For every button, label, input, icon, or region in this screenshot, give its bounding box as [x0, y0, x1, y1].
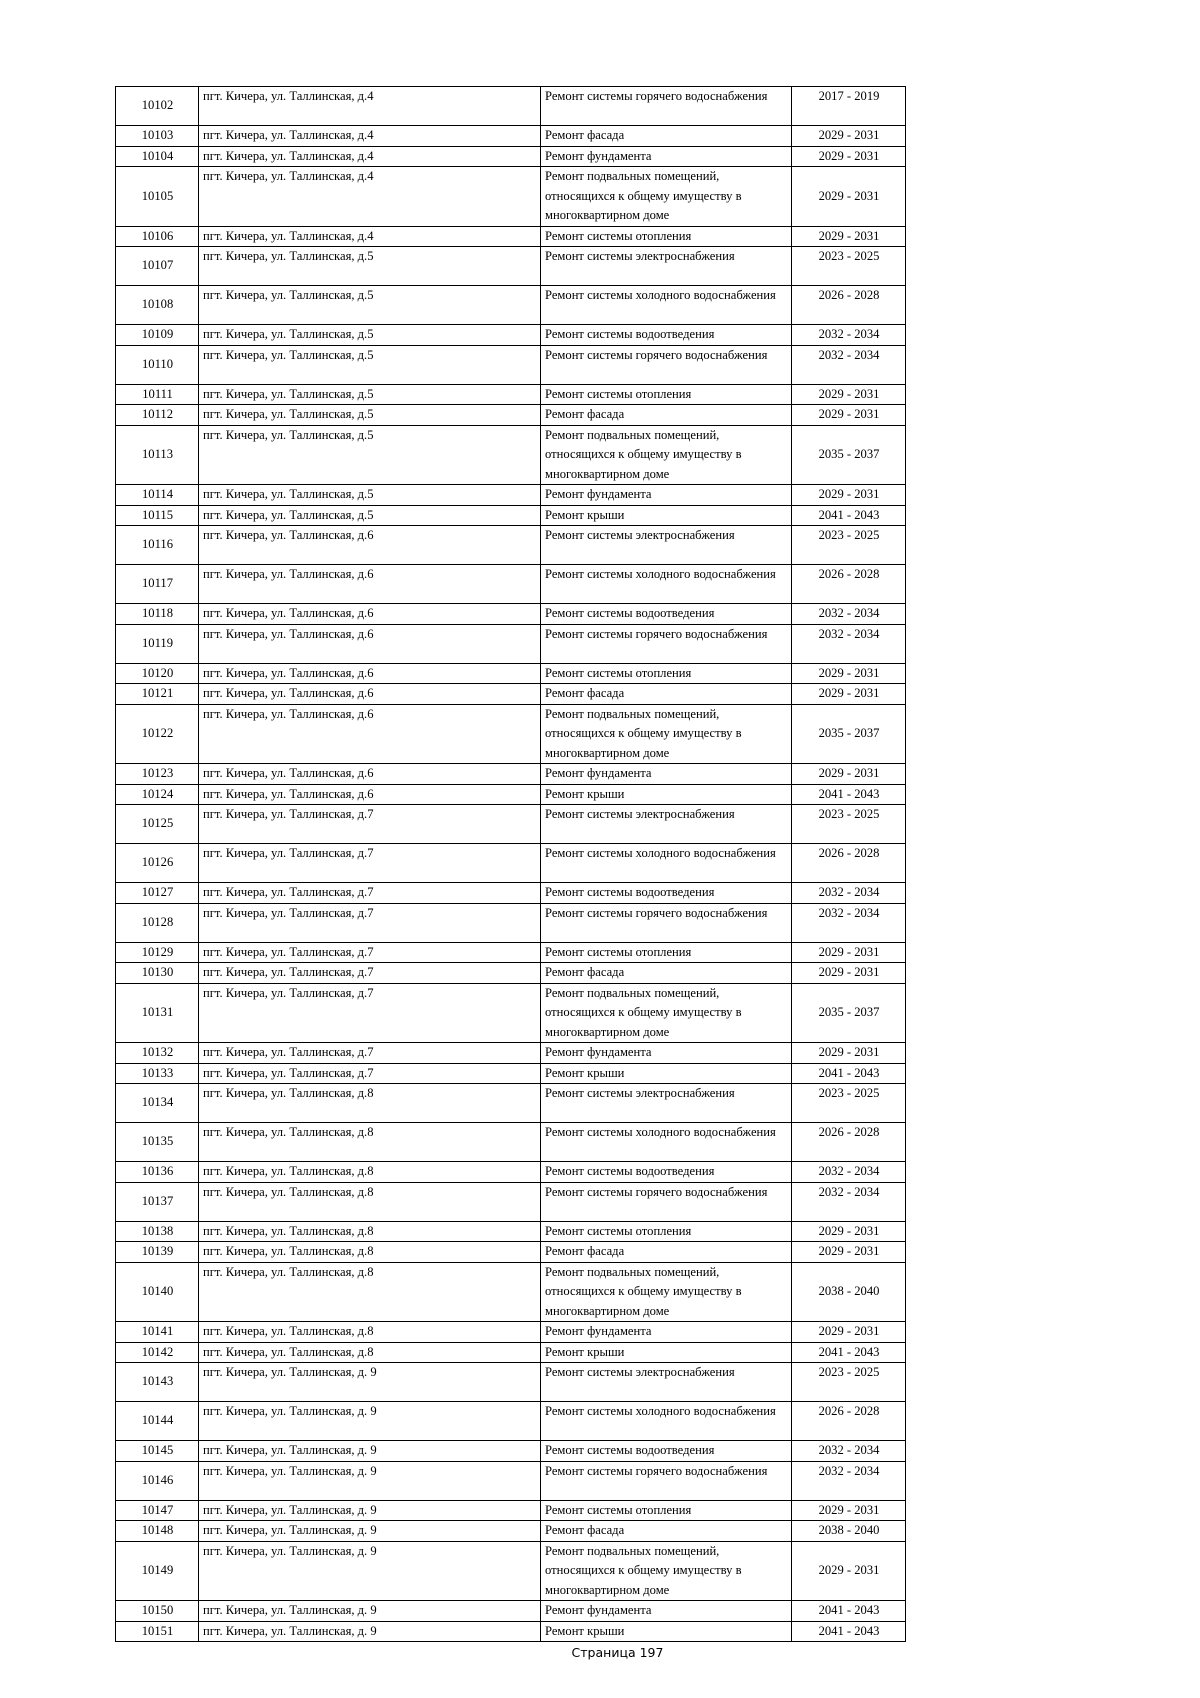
row-address: пгт. Кичера, ул. Таллинская, д.5 — [199, 325, 541, 346]
row-number: 10140 — [116, 1262, 199, 1322]
row-work-type: Ремонт фасада — [541, 1242, 792, 1263]
table-row — [116, 684, 906, 705]
row-work-type: Ремонт фундамента — [541, 146, 792, 167]
row-number: 10123 — [116, 764, 199, 785]
row-address: пгт. Кичера, ул. Таллинская, д.6 — [199, 704, 541, 764]
row-address: пгт. Кичера, ул. Таллинская, д.5 — [199, 345, 541, 384]
row-address: пгт. Кичера, ул. Таллинская, д. 9 — [199, 1363, 541, 1402]
table-row — [116, 1063, 906, 1084]
row-number: 10130 — [116, 963, 199, 984]
row-address: пгт. Кичера, ул. Таллинская, д.6 — [199, 663, 541, 684]
table-row — [116, 405, 906, 426]
row-number: 10106 — [116, 226, 199, 247]
row-address: пгт. Кичера, ул. Таллинская, д.5 — [199, 505, 541, 526]
row-number: 10128 — [116, 903, 199, 942]
row-years: 2032 - 2034 — [792, 1461, 906, 1500]
row-years: 2029 - 2031 — [792, 1500, 906, 1521]
row-address: пгт. Кичера, ул. Таллинская, д. 9 — [199, 1541, 541, 1601]
row-address: пгт. Кичера, ул. Таллинская, д. 9 — [199, 1402, 541, 1441]
row-work-type: Ремонт системы отопления — [541, 384, 792, 405]
row-number: 10129 — [116, 942, 199, 963]
row-address: пгт. Кичера, ул. Таллинская, д.7 — [199, 883, 541, 904]
row-work-type: Ремонт системы отопления — [541, 942, 792, 963]
row-address: пгт. Кичера, ул. Таллинская, д.6 — [199, 624, 541, 663]
row-address: пгт. Кичера, ул. Таллинская, д.7 — [199, 805, 541, 844]
row-number: 10112 — [116, 405, 199, 426]
row-number: 10142 — [116, 1342, 199, 1363]
row-years: 2041 - 2043 — [792, 784, 906, 805]
table-row — [116, 903, 906, 942]
row-years: 2017 - 2019 — [792, 87, 906, 126]
row-address: пгт. Кичера, ул. Таллинская, д.5 — [199, 384, 541, 405]
row-number: 10107 — [116, 247, 199, 286]
row-number: 10111 — [116, 384, 199, 405]
row-years: 2041 - 2043 — [792, 505, 906, 526]
row-address: пгт. Кичера, ул. Таллинская, д. 9 — [199, 1521, 541, 1542]
row-years: 2029 - 2031 — [792, 963, 906, 984]
table-row — [116, 604, 906, 625]
row-address: пгт. Кичера, ул. Таллинская, д.7 — [199, 942, 541, 963]
row-years: 2035 - 2037 — [792, 704, 906, 764]
row-number: 10146 — [116, 1461, 199, 1500]
table-row — [116, 1402, 906, 1441]
row-number: 10137 — [116, 1182, 199, 1221]
row-address: пгт. Кичера, ул. Таллинская, д. 9 — [199, 1621, 541, 1642]
table-row — [116, 526, 906, 565]
row-years: 2038 - 2040 — [792, 1262, 906, 1322]
row-work-type: Ремонт системы отопления — [541, 663, 792, 684]
row-address: пгт. Кичера, ул. Таллинская, д.8 — [199, 1242, 541, 1263]
table-row — [116, 983, 906, 1043]
row-number: 10120 — [116, 663, 199, 684]
row-work-type: Ремонт крыши — [541, 784, 792, 805]
row-number: 10119 — [116, 624, 199, 663]
row-address: пгт. Кичера, ул. Таллинская, д.7 — [199, 963, 541, 984]
row-work-type: Ремонт фасада — [541, 1521, 792, 1542]
row-number: 10143 — [116, 1363, 199, 1402]
row-years: 2029 - 2031 — [792, 485, 906, 506]
table-row — [116, 1182, 906, 1221]
row-work-type: Ремонт системы холодного водоснабжения — [541, 565, 792, 604]
row-work-type: Ремонт системы водоотведения — [541, 883, 792, 904]
table-row — [116, 425, 906, 485]
row-years: 2023 - 2025 — [792, 1363, 906, 1402]
table-row — [116, 1084, 906, 1123]
row-work-type: Ремонт подвальных помещений, относящихся к общему имуществу в многоквартирном доме — [541, 167, 792, 227]
row-number: 10104 — [116, 146, 199, 167]
table-row — [116, 1221, 906, 1242]
row-work-type: Ремонт системы отопления — [541, 1500, 792, 1521]
row-years: 2029 - 2031 — [792, 1242, 906, 1263]
table-row — [116, 126, 906, 147]
row-work-type: Ремонт крыши — [541, 1621, 792, 1642]
row-work-type: Ремонт системы водоотведения — [541, 1441, 792, 1462]
table-row — [116, 505, 906, 526]
row-address: пгт. Кичера, ул. Таллинская, д.6 — [199, 526, 541, 565]
row-number: 10102 — [116, 87, 199, 126]
row-address: пгт. Кичера, ул. Таллинская, д.4 — [199, 87, 541, 126]
row-address: пгт. Кичера, ул. Таллинская, д.4 — [199, 167, 541, 227]
row-address: пгт. Кичера, ул. Таллинская, д. 9 — [199, 1500, 541, 1521]
row-work-type: Ремонт системы холодного водоснабжения — [541, 844, 792, 883]
row-address: пгт. Кичера, ул. Таллинская, д.6 — [199, 684, 541, 705]
row-address: пгт. Кичера, ул. Таллинская, д.7 — [199, 903, 541, 942]
row-work-type: Ремонт системы горячего водоснабжения — [541, 345, 792, 384]
table-row — [116, 942, 906, 963]
row-work-type: Ремонт системы электроснабжения — [541, 1084, 792, 1123]
row-work-type: Ремонт крыши — [541, 1063, 792, 1084]
row-years: 2041 - 2043 — [792, 1063, 906, 1084]
row-number: 10138 — [116, 1221, 199, 1242]
row-work-type: Ремонт фасада — [541, 126, 792, 147]
table-row — [116, 226, 906, 247]
row-address: пгт. Кичера, ул. Таллинская, д.7 — [199, 983, 541, 1043]
table-row — [116, 247, 906, 286]
row-years: 2029 - 2031 — [792, 764, 906, 785]
row-number: 10113 — [116, 425, 199, 485]
row-number: 10121 — [116, 684, 199, 705]
row-address: пгт. Кичера, ул. Таллинская, д. 9 — [199, 1601, 541, 1622]
row-number: 10109 — [116, 325, 199, 346]
row-work-type: Ремонт фундамента — [541, 1601, 792, 1622]
table-row — [116, 1601, 906, 1622]
row-work-type: Ремонт системы электроснабжения — [541, 1363, 792, 1402]
row-years: 2029 - 2031 — [792, 167, 906, 227]
row-number: 10124 — [116, 784, 199, 805]
row-address: пгт. Кичера, ул. Таллинская, д.5 — [199, 286, 541, 325]
row-work-type: Ремонт крыши — [541, 1342, 792, 1363]
page-number: Страница 197 — [571, 1645, 664, 1660]
row-work-type: Ремонт фундамента — [541, 485, 792, 506]
row-number: 10151 — [116, 1621, 199, 1642]
table-row — [116, 624, 906, 663]
row-work-type: Ремонт системы холодного водоснабжения — [541, 1402, 792, 1441]
table-row — [116, 1262, 906, 1322]
row-number: 10149 — [116, 1541, 199, 1601]
row-address: пгт. Кичера, ул. Таллинская, д.8 — [199, 1221, 541, 1242]
row-work-type: Ремонт крыши — [541, 505, 792, 526]
table-body — [116, 87, 906, 1642]
row-work-type: Ремонт системы горячего водоснабжения — [541, 87, 792, 126]
table-row — [116, 1541, 906, 1601]
row-years: 2032 - 2034 — [792, 1441, 906, 1462]
table-row — [116, 167, 906, 227]
row-number: 10114 — [116, 485, 199, 506]
row-years: 2032 - 2034 — [792, 903, 906, 942]
row-number: 10133 — [116, 1063, 199, 1084]
row-years: 2029 - 2031 — [792, 226, 906, 247]
row-number: 10150 — [116, 1601, 199, 1622]
table-row — [116, 1322, 906, 1343]
row-number: 10134 — [116, 1084, 199, 1123]
row-years: 2029 - 2031 — [792, 384, 906, 405]
table-row — [116, 1242, 906, 1263]
row-years: 2029 - 2031 — [792, 942, 906, 963]
row-work-type: Ремонт системы холодного водоснабжения — [541, 1123, 792, 1162]
row-work-type: Ремонт системы отопления — [541, 1221, 792, 1242]
row-number: 10108 — [116, 286, 199, 325]
table-row — [116, 384, 906, 405]
table-row — [116, 1500, 906, 1521]
row-address: пгт. Кичера, ул. Таллинская, д.8 — [199, 1162, 541, 1183]
table-row — [116, 1043, 906, 1064]
row-years: 2032 - 2034 — [792, 345, 906, 384]
row-address: пгт. Кичера, ул. Таллинская, д.7 — [199, 844, 541, 883]
row-years: 2023 - 2025 — [792, 1084, 906, 1123]
row-number: 10139 — [116, 1242, 199, 1263]
table-row — [116, 1521, 906, 1542]
row-number: 10105 — [116, 167, 199, 227]
row-work-type: Ремонт фундамента — [541, 1322, 792, 1343]
table-row — [116, 883, 906, 904]
row-number: 10125 — [116, 805, 199, 844]
row-address: пгт. Кичера, ул. Таллинская, д.8 — [199, 1342, 541, 1363]
row-work-type: Ремонт подвальных помещений, относящихся к общему имуществу в многоквартирном доме — [541, 1541, 792, 1601]
row-years: 2023 - 2025 — [792, 247, 906, 286]
row-years: 2029 - 2031 — [792, 1322, 906, 1343]
row-years: 2026 - 2028 — [792, 1123, 906, 1162]
repair-schedule-table — [115, 86, 906, 1642]
row-number: 10127 — [116, 883, 199, 904]
row-years: 2029 - 2031 — [792, 405, 906, 426]
row-years: 2041 - 2043 — [792, 1621, 906, 1642]
row-address: пгт. Кичера, ул. Таллинская, д. 9 — [199, 1441, 541, 1462]
row-work-type: Ремонт системы водоотведения — [541, 325, 792, 346]
row-address: пгт. Кичера, ул. Таллинская, д.6 — [199, 764, 541, 785]
row-years: 2032 - 2034 — [792, 624, 906, 663]
row-address: пгт. Кичера, ул. Таллинская, д.4 — [199, 146, 541, 167]
row-number: 10118 — [116, 604, 199, 625]
row-address: пгт. Кичера, ул. Таллинская, д.4 — [199, 126, 541, 147]
row-work-type: Ремонт фундамента — [541, 1043, 792, 1064]
row-years: 2038 - 2040 — [792, 1521, 906, 1542]
row-address: пгт. Кичера, ул. Таллинская, д.8 — [199, 1182, 541, 1221]
row-work-type: Ремонт подвальных помещений, относящихся к общему имуществу в многоквартирном доме — [541, 983, 792, 1043]
row-number: 10136 — [116, 1162, 199, 1183]
row-address: пгт. Кичера, ул. Таллинская, д.8 — [199, 1084, 541, 1123]
table-row — [116, 146, 906, 167]
row-years: 2026 - 2028 — [792, 565, 906, 604]
row-number: 10116 — [116, 526, 199, 565]
row-years: 2035 - 2037 — [792, 425, 906, 485]
row-years: 2032 - 2034 — [792, 1182, 906, 1221]
row-number: 10141 — [116, 1322, 199, 1343]
row-years: 2029 - 2031 — [792, 146, 906, 167]
row-address: пгт. Кичера, ул. Таллинская, д.5 — [199, 425, 541, 485]
row-work-type: Ремонт системы горячего водоснабжения — [541, 903, 792, 942]
row-number: 10135 — [116, 1123, 199, 1162]
row-years: 2032 - 2034 — [792, 325, 906, 346]
table-row — [116, 663, 906, 684]
row-work-type: Ремонт системы электроснабжения — [541, 247, 792, 286]
row-work-type: Ремонт системы холодного водоснабжения — [541, 286, 792, 325]
row-address: пгт. Кичера, ул. Таллинская, д.8 — [199, 1262, 541, 1322]
table-row — [116, 1621, 906, 1642]
row-work-type: Ремонт фасада — [541, 684, 792, 705]
row-work-type: Ремонт фасада — [541, 963, 792, 984]
table-row — [116, 1461, 906, 1500]
row-years: 2026 - 2028 — [792, 286, 906, 325]
row-address: пгт. Кичера, ул. Таллинская, д. 9 — [199, 1461, 541, 1500]
row-work-type: Ремонт системы водоотведения — [541, 604, 792, 625]
row-address: пгт. Кичера, ул. Таллинская, д.6 — [199, 565, 541, 604]
row-number: 10122 — [116, 704, 199, 764]
row-years: 2023 - 2025 — [792, 805, 906, 844]
row-address: пгт. Кичера, ул. Таллинская, д.7 — [199, 1063, 541, 1084]
table-row — [116, 286, 906, 325]
table-row — [116, 87, 906, 126]
row-work-type: Ремонт подвальных помещений, относящихся к общему имуществу в многоквартирном доме — [541, 1262, 792, 1322]
row-work-type: Ремонт фасада — [541, 405, 792, 426]
row-work-type: Ремонт системы водоотведения — [541, 1162, 792, 1183]
row-years: 2041 - 2043 — [792, 1601, 906, 1622]
row-work-type: Ремонт системы горячего водоснабжения — [541, 624, 792, 663]
row-number: 10126 — [116, 844, 199, 883]
row-years: 2032 - 2034 — [792, 604, 906, 625]
row-years: 2026 - 2028 — [792, 1402, 906, 1441]
table-row — [116, 1441, 906, 1462]
row-years: 2032 - 2034 — [792, 883, 906, 904]
row-work-type: Ремонт системы горячего водоснабжения — [541, 1461, 792, 1500]
row-address: пгт. Кичера, ул. Таллинская, д.4 — [199, 226, 541, 247]
row-number: 10115 — [116, 505, 199, 526]
table-row — [116, 764, 906, 785]
row-years: 2023 - 2025 — [792, 526, 906, 565]
row-years: 2029 - 2031 — [792, 663, 906, 684]
row-number: 10131 — [116, 983, 199, 1043]
table-row — [116, 325, 906, 346]
row-number: 10103 — [116, 126, 199, 147]
row-years: 2029 - 2031 — [792, 1221, 906, 1242]
row-work-type: Ремонт системы электроснабжения — [541, 526, 792, 565]
table-row — [116, 565, 906, 604]
row-years: 2032 - 2034 — [792, 1162, 906, 1183]
row-number: 10132 — [116, 1043, 199, 1064]
table-row — [116, 704, 906, 764]
row-work-type: Ремонт системы электроснабжения — [541, 805, 792, 844]
table-row — [116, 784, 906, 805]
row-work-type: Ремонт системы отопления — [541, 226, 792, 247]
row-work-type: Ремонт системы горячего водоснабжения — [541, 1182, 792, 1221]
row-number: 10117 — [116, 565, 199, 604]
row-address: пгт. Кичера, ул. Таллинская, д.5 — [199, 247, 541, 286]
row-years: 2029 - 2031 — [792, 1043, 906, 1064]
row-address: пгт. Кичера, ул. Таллинская, д.6 — [199, 784, 541, 805]
row-work-type: Ремонт подвальных помещений, относящихся к общему имуществу в многоквартирном доме — [541, 425, 792, 485]
table-row — [116, 1342, 906, 1363]
row-number: 10148 — [116, 1521, 199, 1542]
row-address: пгт. Кичера, ул. Таллинская, д.6 — [199, 604, 541, 625]
table-row — [116, 963, 906, 984]
row-number: 10147 — [116, 1500, 199, 1521]
row-address: пгт. Кичера, ул. Таллинская, д.5 — [199, 485, 541, 506]
row-years: 2041 - 2043 — [792, 1342, 906, 1363]
row-years: 2026 - 2028 — [792, 844, 906, 883]
table-row — [116, 1162, 906, 1183]
row-work-type: Ремонт подвальных помещений, относящихся к общему имуществу в многоквартирном доме — [541, 704, 792, 764]
row-years: 2029 - 2031 — [792, 126, 906, 147]
row-years: 2029 - 2031 — [792, 1541, 906, 1601]
row-years: 2035 - 2037 — [792, 983, 906, 1043]
row-number: 10144 — [116, 1402, 199, 1441]
row-number: 10110 — [116, 345, 199, 384]
table-row — [116, 1363, 906, 1402]
table-row — [116, 485, 906, 506]
row-years: 2029 - 2031 — [792, 684, 906, 705]
table-row — [116, 345, 906, 384]
row-address: пгт. Кичера, ул. Таллинская, д.8 — [199, 1123, 541, 1162]
table-row — [116, 844, 906, 883]
row-work-type: Ремонт фундамента — [541, 764, 792, 785]
row-address: пгт. Кичера, ул. Таллинская, д.8 — [199, 1322, 541, 1343]
row-number: 10145 — [116, 1441, 199, 1462]
row-address: пгт. Кичера, ул. Таллинская, д.5 — [199, 405, 541, 426]
row-address: пгт. Кичера, ул. Таллинская, д.7 — [199, 1043, 541, 1064]
table-row — [116, 1123, 906, 1162]
table-row — [116, 805, 906, 844]
